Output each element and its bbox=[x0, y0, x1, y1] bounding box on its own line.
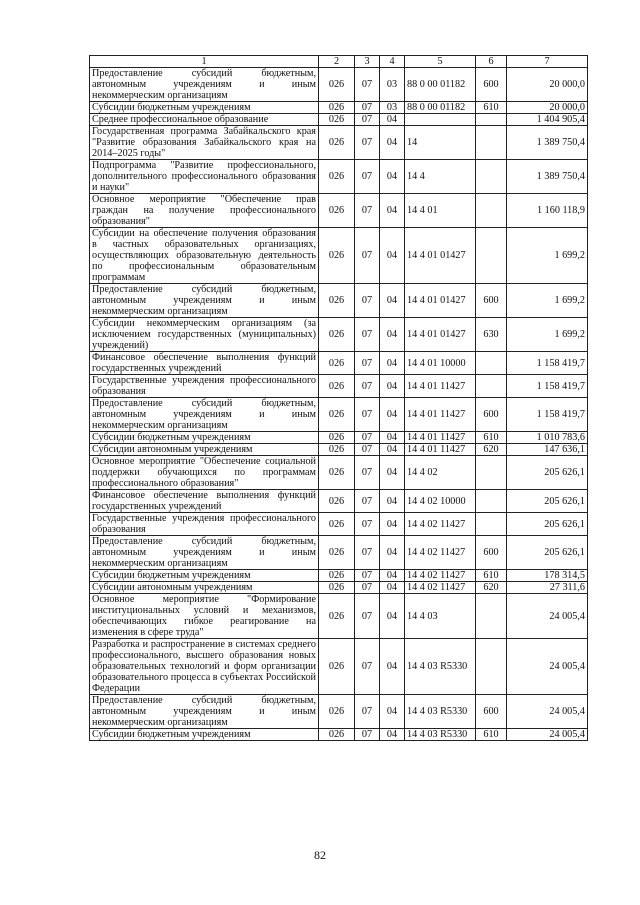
cell-section: 07 bbox=[355, 594, 380, 639]
cell-amount: 1 158 419,7 bbox=[507, 375, 588, 398]
cell-amount: 27 311,6 bbox=[507, 582, 588, 594]
cell-name: Государственная программа Забайкальского края "Развитие образования Забайкальского края на 2014–2025 годы" bbox=[90, 126, 319, 160]
cell-amount: 205 626,1 bbox=[507, 490, 588, 513]
cell-ministry-code: 026 bbox=[319, 594, 355, 639]
cell-section: 07 bbox=[355, 432, 380, 444]
cell-name: Разработка и распространение в системах среднего профессионального, высшего образования новых образовательных технологий и форм организации образовательного процесса в субъектах Российской Федерации bbox=[90, 639, 319, 695]
cell-target-article: 14 4 01 11427 bbox=[405, 398, 476, 432]
table-row bbox=[90, 490, 588, 513]
cell-ministry-code: 026 bbox=[319, 398, 355, 432]
cell-expense-type bbox=[476, 114, 507, 126]
cell-subsection: 04 bbox=[380, 126, 405, 160]
cell-subsection: 04 bbox=[380, 695, 405, 729]
cell-expense-type: 620 bbox=[476, 444, 507, 456]
cell-ministry-code: 026 bbox=[319, 352, 355, 375]
table-row bbox=[90, 102, 588, 114]
cell-subsection: 04 bbox=[380, 536, 405, 570]
cell-section: 07 bbox=[355, 352, 380, 375]
cell-target-article: 14 4 01 11427 bbox=[405, 444, 476, 456]
cell-ministry-code: 026 bbox=[319, 513, 355, 536]
budget-table bbox=[89, 55, 588, 741]
cell-subsection: 04 bbox=[380, 398, 405, 432]
cell-section: 07 bbox=[355, 570, 380, 582]
cell-subsection: 03 bbox=[380, 68, 405, 102]
cell-amount: 1 699,2 bbox=[507, 284, 588, 318]
cell-name: Подпрограмма "Развитие профессионального, дополнительного профессионального образования и науки" bbox=[90, 160, 319, 194]
cell-name: Субсидии бюджетным учреждениям bbox=[90, 102, 319, 114]
cell-ministry-code: 026 bbox=[319, 68, 355, 102]
table-row bbox=[90, 126, 588, 160]
cell-amount: 1 160 118,9 bbox=[507, 194, 588, 228]
table-row bbox=[90, 695, 588, 729]
table-row bbox=[90, 194, 588, 228]
cell-section: 07 bbox=[355, 582, 380, 594]
cell-subsection: 04 bbox=[380, 194, 405, 228]
cell-target-article: 88 0 00 01182 bbox=[405, 102, 476, 114]
cell-subsection: 04 bbox=[380, 114, 405, 126]
cell-section: 07 bbox=[355, 444, 380, 456]
cell-section: 07 bbox=[355, 398, 380, 432]
table-row bbox=[90, 639, 588, 695]
cell-section: 07 bbox=[355, 375, 380, 398]
cell-name: Финансовое обеспечение выполнения функций государственных учреждений bbox=[90, 490, 319, 513]
cell-target-article: 14 4 01 01427 bbox=[405, 228, 476, 284]
cell-ministry-code: 026 bbox=[319, 126, 355, 160]
cell-subsection: 04 bbox=[380, 456, 405, 490]
cell-ministry-code: 026 bbox=[319, 444, 355, 456]
header-col-2: 2 bbox=[319, 56, 355, 68]
cell-section: 07 bbox=[355, 695, 380, 729]
cell-expense-type bbox=[476, 160, 507, 194]
cell-amount: 205 626,1 bbox=[507, 536, 588, 570]
cell-amount: 24 005,4 bbox=[507, 594, 588, 639]
page-number: 82 bbox=[314, 848, 326, 862]
table-row bbox=[90, 398, 588, 432]
cell-name: Субсидии автономным учреждениям bbox=[90, 582, 319, 594]
cell-subsection: 03 bbox=[380, 102, 405, 114]
header-col-6: 6 bbox=[476, 56, 507, 68]
cell-section: 07 bbox=[355, 114, 380, 126]
cell-section: 07 bbox=[355, 126, 380, 160]
cell-name: Субсидии некоммерческим организациям (за исключением государственных (муниципальных) учреждений) bbox=[90, 318, 319, 352]
cell-section: 07 bbox=[355, 318, 380, 352]
table-row bbox=[90, 352, 588, 375]
cell-ministry-code: 026 bbox=[319, 490, 355, 513]
cell-subsection: 04 bbox=[380, 594, 405, 639]
cell-target-article: 14 4 01 bbox=[405, 194, 476, 228]
cell-expense-type: 610 bbox=[476, 102, 507, 114]
header-col-4: 4 bbox=[380, 56, 405, 68]
cell-expense-type: 600 bbox=[476, 284, 507, 318]
cell-amount: 1 699,2 bbox=[507, 228, 588, 284]
cell-expense-type bbox=[476, 352, 507, 375]
cell-expense-type bbox=[476, 639, 507, 695]
header-col-7: 7 bbox=[507, 56, 588, 68]
cell-target-article: 14 4 03 R5330 bbox=[405, 695, 476, 729]
cell-section: 07 bbox=[355, 228, 380, 284]
cell-amount: 24 005,4 bbox=[507, 639, 588, 695]
cell-target-article: 14 bbox=[405, 126, 476, 160]
cell-amount: 1 389 750,4 bbox=[507, 160, 588, 194]
cell-subsection: 04 bbox=[380, 582, 405, 594]
cell-ministry-code: 026 bbox=[319, 228, 355, 284]
cell-section: 07 bbox=[355, 284, 380, 318]
cell-target-article: 88 0 00 01182 bbox=[405, 68, 476, 102]
cell-ministry-code: 026 bbox=[319, 570, 355, 582]
cell-expense-type: 610 bbox=[476, 432, 507, 444]
cell-expense-type bbox=[476, 228, 507, 284]
cell-ministry-code: 026 bbox=[319, 160, 355, 194]
header-row bbox=[90, 56, 588, 68]
table-row bbox=[90, 513, 588, 536]
cell-section: 07 bbox=[355, 456, 380, 490]
cell-target-article: 14 4 01 11427 bbox=[405, 432, 476, 444]
cell-subsection: 04 bbox=[380, 639, 405, 695]
cell-amount: 24 005,4 bbox=[507, 729, 588, 741]
cell-name: Государственные учреждения профессионального образования bbox=[90, 513, 319, 536]
header-col-3: 3 bbox=[355, 56, 380, 68]
cell-subsection: 04 bbox=[380, 729, 405, 741]
cell-target-article: 14 4 02 11427 bbox=[405, 582, 476, 594]
cell-section: 07 bbox=[355, 729, 380, 741]
cell-name: Субсидии бюджетным учреждениям bbox=[90, 432, 319, 444]
cell-ministry-code: 026 bbox=[319, 194, 355, 228]
cell-name: Субсидии бюджетным учреждениям bbox=[90, 570, 319, 582]
cell-section: 07 bbox=[355, 513, 380, 536]
table-row bbox=[90, 536, 588, 570]
table-row bbox=[90, 318, 588, 352]
table-row bbox=[90, 432, 588, 444]
cell-name: Основное мероприятие "Обеспечение социальной поддержки обучающихся по программам профессионального образования" bbox=[90, 456, 319, 490]
cell-target-article: 14 4 02 10000 bbox=[405, 490, 476, 513]
cell-amount: 1 158 419,7 bbox=[507, 352, 588, 375]
cell-name: Субсидии автономным учреждениям bbox=[90, 444, 319, 456]
cell-subsection: 04 bbox=[380, 432, 405, 444]
cell-expense-type bbox=[476, 194, 507, 228]
cell-subsection: 04 bbox=[380, 318, 405, 352]
cell-expense-type bbox=[476, 594, 507, 639]
table-row bbox=[90, 375, 588, 398]
cell-ministry-code: 026 bbox=[319, 695, 355, 729]
cell-target-article: 14 4 02 11427 bbox=[405, 536, 476, 570]
cell-name: Предоставление субсидий бюджетным, автономным учреждениям и иным некоммерческим организациям bbox=[90, 68, 319, 102]
cell-name: Государственные учреждения профессионального образования bbox=[90, 375, 319, 398]
cell-expense-type bbox=[476, 456, 507, 490]
cell-amount: 1 389 750,4 bbox=[507, 126, 588, 160]
cell-subsection: 04 bbox=[380, 375, 405, 398]
cell-subsection: 04 bbox=[380, 228, 405, 284]
cell-target-article: 14 4 02 bbox=[405, 456, 476, 490]
cell-ministry-code: 026 bbox=[319, 536, 355, 570]
cell-expense-type: 600 bbox=[476, 695, 507, 729]
cell-section: 07 bbox=[355, 194, 380, 228]
cell-amount: 20 000,0 bbox=[507, 102, 588, 114]
cell-amount: 1 158 419,7 bbox=[507, 398, 588, 432]
cell-subsection: 04 bbox=[380, 284, 405, 318]
cell-target-article: 14 4 01 10000 bbox=[405, 352, 476, 375]
cell-ministry-code: 026 bbox=[319, 432, 355, 444]
table-row bbox=[90, 594, 588, 639]
cell-target-article: 14 4 01 11427 bbox=[405, 375, 476, 398]
cell-name: Предоставление субсидий бюджетным, автономным учреждениям и иным некоммерческим организациям bbox=[90, 398, 319, 432]
table-row bbox=[90, 570, 588, 582]
table-body bbox=[90, 68, 588, 741]
cell-name: Финансовое обеспечение выполнения функций государственных учреждений bbox=[90, 352, 319, 375]
cell-name: Среднее профессиональное образование bbox=[90, 114, 319, 126]
table-row bbox=[90, 114, 588, 126]
cell-ministry-code: 026 bbox=[319, 456, 355, 490]
cell-subsection: 04 bbox=[380, 570, 405, 582]
cell-expense-type: 600 bbox=[476, 536, 507, 570]
cell-ministry-code: 026 bbox=[319, 582, 355, 594]
cell-ministry-code: 026 bbox=[319, 729, 355, 741]
cell-expense-type: 610 bbox=[476, 729, 507, 741]
cell-section: 07 bbox=[355, 490, 380, 513]
cell-target-article: 14 4 bbox=[405, 160, 476, 194]
cell-expense-type: 620 bbox=[476, 582, 507, 594]
cell-target-article: 14 4 02 11427 bbox=[405, 513, 476, 536]
cell-name: Субсидии на обеспечение получения образования в частных образовательных организациях, осуществляющих образовательную деятельность по профессиональным образовательным программам bbox=[90, 228, 319, 284]
table-row bbox=[90, 444, 588, 456]
cell-amount: 1 699,2 bbox=[507, 318, 588, 352]
cell-ministry-code: 026 bbox=[319, 318, 355, 352]
cell-ministry-code: 026 bbox=[319, 102, 355, 114]
table-row bbox=[90, 729, 588, 741]
cell-amount: 205 626,1 bbox=[507, 456, 588, 490]
cell-name: Предоставление субсидий бюджетным, автономным учреждениям и иным некоммерческим организациям bbox=[90, 536, 319, 570]
cell-name: Субсидии бюджетным учреждениям bbox=[90, 729, 319, 741]
cell-amount: 20 000,0 bbox=[507, 68, 588, 102]
cell-amount: 205 626,1 bbox=[507, 513, 588, 536]
cell-target-article: 14 4 02 11427 bbox=[405, 570, 476, 582]
cell-subsection: 04 bbox=[380, 490, 405, 513]
cell-expense-type bbox=[476, 126, 507, 160]
cell-section: 07 bbox=[355, 68, 380, 102]
cell-expense-type: 610 bbox=[476, 570, 507, 582]
cell-section: 07 bbox=[355, 639, 380, 695]
cell-name: Основное мероприятие "Обеспечение прав граждан на получение профессионального образования" bbox=[90, 194, 319, 228]
cell-expense-type bbox=[476, 513, 507, 536]
cell-ministry-code: 026 bbox=[319, 284, 355, 318]
cell-amount: 1 010 783,6 bbox=[507, 432, 588, 444]
table-row bbox=[90, 228, 588, 284]
cell-name: Основное мероприятие "Формирование институциональных условий и механизмов, обеспечивающих гибкое реагирование на изменения в сфере труда" bbox=[90, 594, 319, 639]
cell-subsection: 04 bbox=[380, 352, 405, 375]
cell-expense-type: 630 bbox=[476, 318, 507, 352]
cell-amount: 1 404 905,4 bbox=[507, 114, 588, 126]
cell-subsection: 04 bbox=[380, 160, 405, 194]
table-row bbox=[90, 68, 588, 102]
table-row bbox=[90, 582, 588, 594]
cell-amount: 147 636,1 bbox=[507, 444, 588, 456]
header-col-1: 1 bbox=[90, 56, 319, 68]
table-row bbox=[90, 456, 588, 490]
cell-ministry-code: 026 bbox=[319, 375, 355, 398]
cell-name: Предоставление субсидий бюджетным, автономным учреждениям и иным некоммерческим организациям bbox=[90, 284, 319, 318]
cell-section: 07 bbox=[355, 536, 380, 570]
cell-expense-type bbox=[476, 375, 507, 398]
cell-amount: 178 314,5 bbox=[507, 570, 588, 582]
cell-target-article bbox=[405, 114, 476, 126]
cell-ministry-code: 026 bbox=[319, 639, 355, 695]
cell-target-article: 14 4 01 01427 bbox=[405, 318, 476, 352]
cell-target-article: 14 4 01 01427 bbox=[405, 284, 476, 318]
cell-section: 07 bbox=[355, 160, 380, 194]
cell-section: 07 bbox=[355, 102, 380, 114]
cell-target-article: 14 4 03 R5330 bbox=[405, 639, 476, 695]
cell-target-article: 14 4 03 bbox=[405, 594, 476, 639]
cell-expense-type: 600 bbox=[476, 68, 507, 102]
table-row bbox=[90, 284, 588, 318]
cell-expense-type bbox=[476, 490, 507, 513]
cell-expense-type: 600 bbox=[476, 398, 507, 432]
cell-ministry-code: 026 bbox=[319, 114, 355, 126]
cell-subsection: 04 bbox=[380, 513, 405, 536]
header-col-5: 5 bbox=[405, 56, 476, 68]
cell-target-article: 14 4 03 R5330 bbox=[405, 729, 476, 741]
table-row bbox=[90, 160, 588, 194]
cell-subsection: 04 bbox=[380, 444, 405, 456]
cell-name: Предоставление субсидий бюджетным, автономным учреждениям и иным некоммерческим организациям bbox=[90, 695, 319, 729]
cell-amount: 24 005,4 bbox=[507, 695, 588, 729]
